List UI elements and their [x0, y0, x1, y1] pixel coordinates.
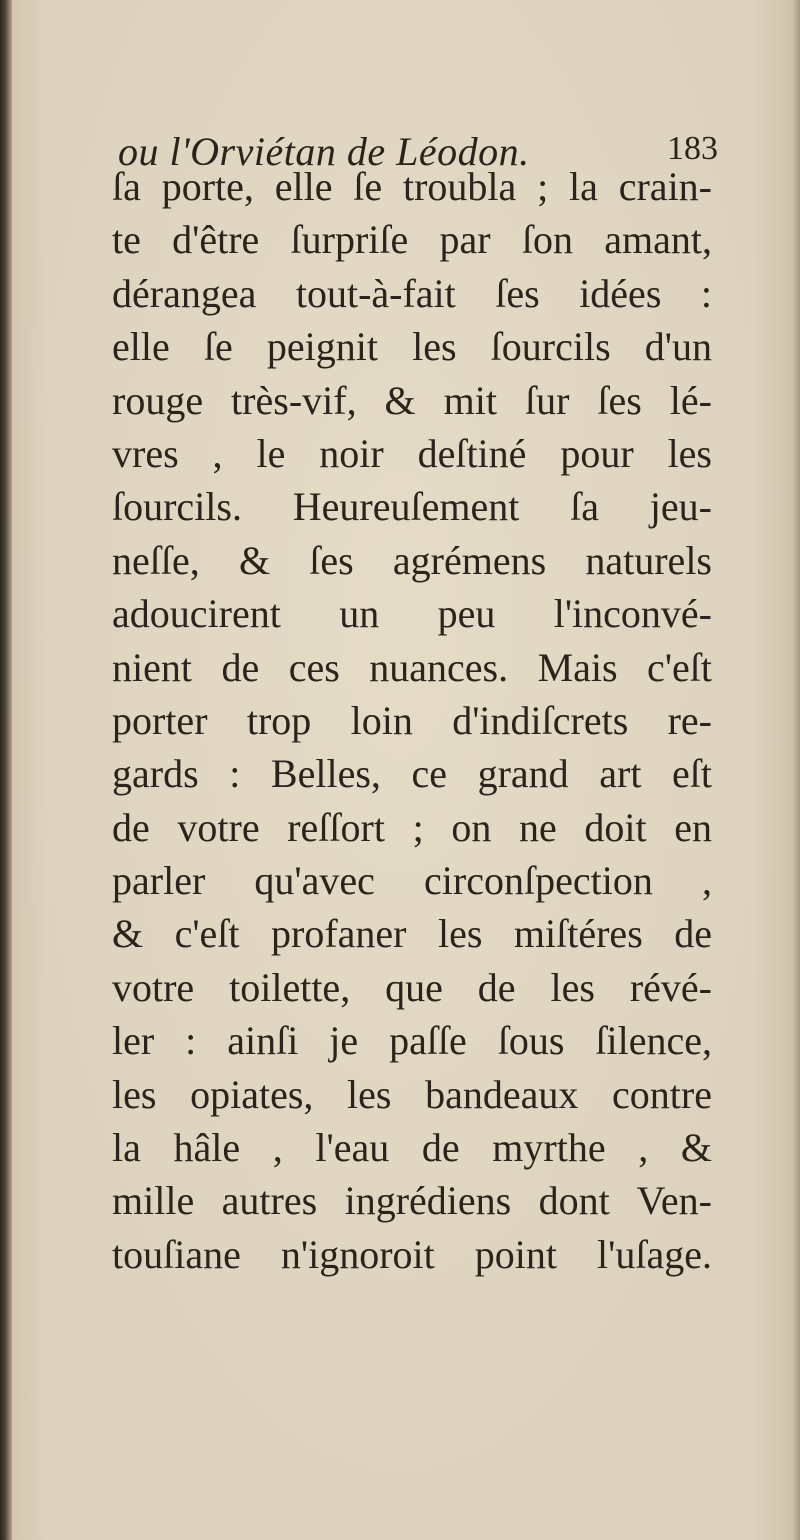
- text-line: elle ſe peignit les ſourcils d'un: [112, 324, 712, 370]
- text-line: te d'être ſurpriſe par ſon amant,: [112, 217, 712, 263]
- body-text: [112, 160, 712, 1281]
- text-line: neſſe, & ſes agrémens naturels: [112, 537, 712, 583]
- text-line: & c'eſt profaner les miſtéres de: [112, 911, 712, 957]
- text-line: porter trop loin d'indiſcrets re-: [112, 697, 712, 743]
- text-line: gards : Belles, ce grand art eſt: [112, 751, 712, 797]
- text-line: ſa porte, elle ſe troubla ; la crain-: [112, 164, 712, 209]
- text-line: la hâle , l'eau de myrthe , &: [112, 1125, 712, 1171]
- page-right-edge: [792, 0, 800, 1540]
- text-line: rouge très-vif, & mit ſur ſes lé-: [112, 377, 712, 423]
- text-line: ler : ainſi je paſſe ſous ſilence,: [112, 1018, 712, 1064]
- text-line: de votre reſſort ; on ne doit en: [112, 804, 712, 850]
- text-line: nient de ces nuances. Mais c'eſt: [112, 644, 712, 690]
- text-line: dérangea tout-à-fait ſes idées :: [112, 270, 712, 316]
- running-head: ou l'Orviétan de Léodon.: [118, 129, 530, 174]
- text-line: vres , le noir deſtiné pour les: [112, 430, 712, 476]
- text-line: touſiane n'ignoroit point l'uſage.: [112, 1231, 712, 1277]
- text-line: parler qu'avec circonſpection ,: [112, 858, 712, 904]
- page-number: 183: [667, 130, 718, 167]
- text-line: adoucirent un peu l'inconvé-: [112, 591, 712, 637]
- text-line: ſourcils. Heureuſement ſa jeu-: [112, 484, 712, 530]
- text-line: mille autres ingrédiens dont Ven-: [112, 1178, 712, 1224]
- text-line: votre toilette, que de les révé-: [112, 964, 712, 1010]
- page-binding-edge: [0, 0, 12, 1540]
- text-line: les opiates, les bandeaux contre: [112, 1071, 712, 1117]
